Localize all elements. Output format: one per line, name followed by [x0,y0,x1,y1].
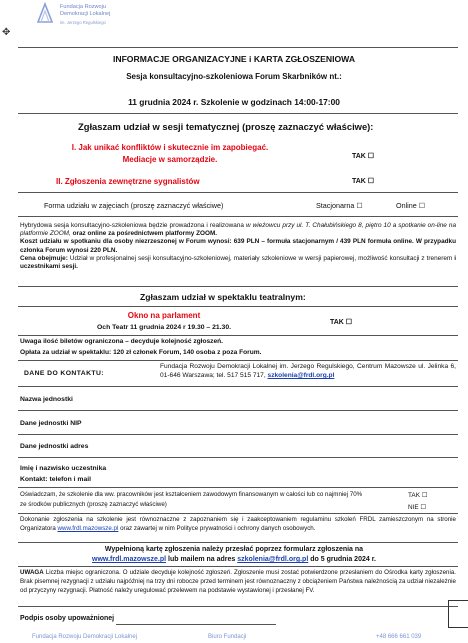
theatre-note-1: Uwaga ilość biletów ograniczona – decyduje kolejność zgłoszeń. [20,338,223,345]
contact-info [160,362,456,380]
session-date: 11 grudnia 2024 r. Szkolenie w godzinach 14:00-17:00 [128,97,340,107]
field-unit-nip[interactable]: Dane jednostki NIP [20,420,82,427]
thematic-item-2: II. Zgłoszenia zewnętrzne sygnalistów [56,177,200,186]
divider [18,542,458,543]
thematic-item-2-checkbox[interactable]: TAK ☐ [352,178,375,185]
submit-mid: lub mailem na adres [168,556,236,563]
info-cost: Koszt udziału w spotkaniu dla osoby niezrzeszonej w Forum wynosi: 639 PLN – formuła stacjonarnym / 439 PLN formuła online. W przypadku członka Forum wynosi 220 PLN. [20,238,456,254]
contact-label: DANE DO KONTAKTU: [24,370,104,377]
stationary-checkbox[interactable]: Stacjonarna ☐ [316,201,363,210]
uwaga-label: UWAGA [20,569,44,576]
divider [18,606,458,607]
divider [18,216,458,217]
regulations-main: Dokonanie zgłoszenia na szkolenie jest równoznaczne z zapoznaniem się i zaakceptowaniem regulaminu szkoleń FRDL zamieszczonym na stronie Organizatora [20,516,456,532]
statement-no-checkbox[interactable]: NIE ☐ [408,504,427,511]
info-price-end: i uczestnikami sesji. [20,254,456,271]
side-box [448,600,468,628]
page-subtitle: Sesja konsultacyjno-szkoleniowa Forum Skarbników nt.: [126,72,342,81]
uwaga-text: Liczba miejsc ograniczona. O udziale decyduje kolejność zgłoszeń. Zgłoszenie musi zostać potwierdzone przesłaniem do Ośrodka karty zgłoszenia. Brak pisemnej rezygnacji z udziału najpóźniej na trzy dni robocze przed terminem jest równoznaczny z obciążeniem Państwa należnością za udział niezależnie od przyczyny rezygnacji. Płatność należy uregulować przelewem na podstawie wystawionej i przesłanej FV. [20,569,456,594]
footer-phone: +48 666 661 039 [376,634,422,640]
logo-line2: Demokracji Lokalnej [60,11,111,17]
submit-form-link[interactable]: www.frdl.mazowsze.pl [92,556,167,563]
divider [18,360,458,361]
theatre-note-2: Opłata za udział w spektaklu: 120 zł członek Forum, 140 osoba z poza Forum. [20,349,262,356]
regulations-end: oraz zawartej w nim Polityce prywatności i ochrony danych osobowych. [120,525,316,532]
divider [18,457,458,458]
frdl-logo [36,2,146,36]
divider [18,566,458,567]
thematic-item-1 [40,142,300,166]
logo-text [60,4,110,18]
move-handle-icon[interactable]: ✥ [2,27,11,38]
thematic-item-1-line2: Mediacje w samorządzie. [122,155,218,164]
divider [18,306,458,307]
page-title: INFORMACJE ORGANIZACYJNE i KARTA ZGŁOSZENIOWA [112,54,356,64]
online-checkbox[interactable]: Online ☐ [396,201,426,210]
participation-form-label: Forma udziału w zajęciach (proszę zaznaczyć właściwe) [44,201,224,210]
info-p1-online: oraz online za pośrednictwem platformy ZOOM. [72,230,218,238]
submit-line-2 [0,556,468,563]
financing-statement: Oświadczam, że szkolenie dla ww. pracowników jest kształceniem zawodowym finansowanym w całości lub co najmniej 70% ze środków publicznych (proszę zaznaczyć właściwe) [20,491,363,508]
theatre-play: Okno na parlament [127,311,201,320]
info-price-text: Udział w profesjonalnej sesji konsultacyjno-szkoleniowej, materiały szkoleniowe w wersji papierowej, możliwość konsultacji z trenerem [69,254,453,262]
field-unit-address[interactable]: Dane jednostki adres [20,443,89,450]
uwaga-note [20,568,456,595]
statement-yes-checkbox[interactable]: TAK ☐ [408,492,428,499]
divider [18,386,458,387]
info-p1-text: Hybrydowa sesja konsultacyjno-szkoleniowa będzie prowadzona i realizowana [20,222,244,229]
info-price-label: Cena obejmuje: [20,254,68,262]
thematic-item-1-line1: I. Jak unikać konfliktów i skutecznie im zapobiegać. [71,143,269,152]
divider [18,113,458,114]
submit-email-link[interactable]: szkolenia@frdl.org.pl [237,556,309,563]
divider [18,487,458,488]
divider [18,434,458,435]
thematic-heading: Zgłaszam udział w sesji tematycznej (proszę zaznaczyć właściwe): [78,121,374,132]
info-p1 [20,222,456,238]
signature-line[interactable] [116,624,276,625]
top-divider [18,47,458,48]
theatre-checkbox[interactable]: TAK ☐ [330,319,353,326]
signature-label: Podpis osoby upoważnionej [20,615,115,622]
divider [18,335,458,336]
footer-office: Biuro Fundacji [208,634,247,640]
info-p1-venue: w wieżowcu przy ul. T. Chałubińskiego 8, piętro 10 a spotkanie on-line na platformie ZOOM, [20,222,457,238]
footer-org: Fundacja Rozwoju Demokracji Lokalnej [32,634,138,640]
divider [18,513,458,514]
field-participant-contact[interactable]: Kontakt: telefon i mail [20,476,91,483]
field-participant-name[interactable]: Imię i nazwisko uczestnika [20,465,107,472]
regulations-link[interactable]: www.frdl.mazowsze.pl [57,525,119,532]
theatre-venue: Och Teatr 11 grudnia 2024 r 19.30 – 21.30. [97,324,231,331]
theatre-heading: Zgłaszam udział w spektaklu teatralnym: [140,292,306,302]
divider [18,286,458,287]
contact-address: Fundacja Rozwoju Demokracji Lokalnej im. Jerzego Regulskiego, Centrum Mazowsze ul. Jelinka 6, 01-646 Warszawa; tel. 517 515 717, [160,363,456,379]
logo-line1: Fundacja Rozwoju [60,4,107,10]
frdl-logo-icon [36,2,54,24]
divider [18,410,458,411]
thematic-item-1-checkbox[interactable]: TAK ☐ [352,153,375,160]
info-p3 [20,255,456,271]
field-unit-name[interactable]: Nazwa jednostki [20,396,73,403]
contact-email-link[interactable]: szkolenia@frdl.org.pl [267,372,335,379]
regulations-text [20,515,456,533]
logo-line3: im. Jerzego Regulskiego [60,20,106,25]
session-info [20,222,456,271]
submit-line-1: Wypełnioną kartę zgłoszenia należy przesłać poprzez formularz zgłoszenia na [104,546,364,553]
submit-deadline: do 5 grudnia 2024 r. [310,556,376,563]
divider [18,192,458,193]
